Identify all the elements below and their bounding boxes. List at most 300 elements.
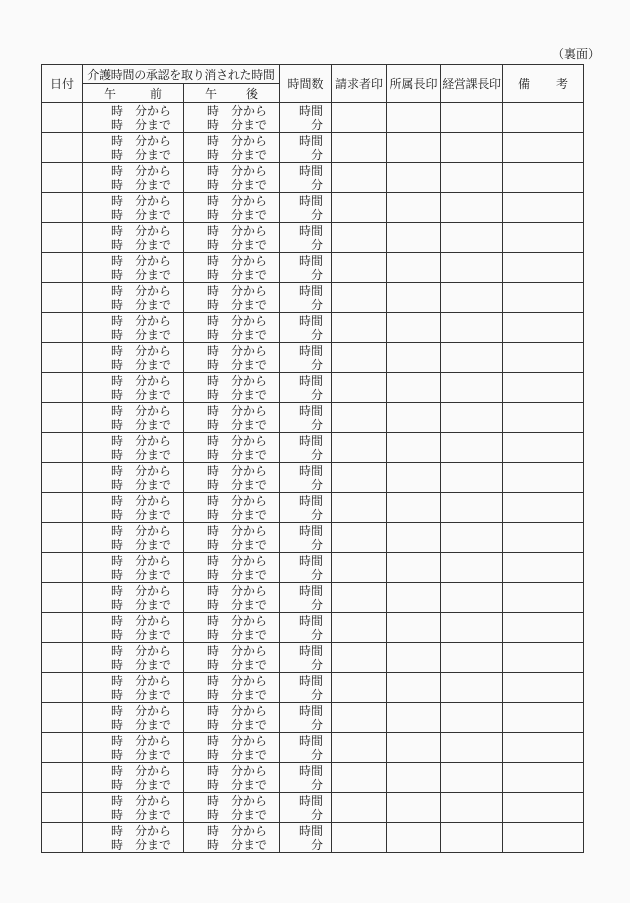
dept-head-seal-cell	[387, 703, 441, 733]
hours-unit-label: 時間	[298, 433, 323, 448]
pm-time-cell	[184, 523, 280, 553]
header-pm	[184, 84, 280, 103]
remarks-cell	[503, 373, 584, 403]
minutes-unit-label: 分	[310, 177, 323, 192]
hours-cell	[280, 373, 332, 403]
mgmt-chief-seal-cell	[441, 793, 503, 823]
mgmt-chief-seal-cell	[441, 133, 503, 163]
dept-head-seal-cell	[387, 193, 441, 223]
pm-time-from: 時 分から	[206, 433, 267, 448]
pm-time-to: 時 分まで	[206, 417, 267, 432]
date-cell	[42, 403, 83, 433]
pm-time-cell	[184, 673, 280, 703]
am-time-from: 時 分から	[110, 583, 171, 598]
hours-unit-label: 時間	[298, 373, 323, 388]
pm-time-from: 時 分から	[206, 463, 267, 478]
dept-head-seal-cell	[387, 613, 441, 643]
pm-time-to: 時 分まで	[206, 507, 267, 522]
mgmt-chief-seal-cell	[441, 223, 503, 253]
claimant-seal-cell	[332, 133, 387, 163]
pm-time-to: 時 分まで	[206, 207, 267, 222]
am-time-cell	[83, 283, 184, 313]
am-time-cell	[83, 823, 184, 853]
am-time-from: 時 分から	[110, 403, 171, 418]
table-row	[42, 703, 584, 733]
claimant-seal-cell	[332, 283, 387, 313]
am-time-cell	[83, 163, 184, 193]
date-cell	[42, 703, 83, 733]
mgmt-chief-seal-cell	[441, 823, 503, 853]
am-time-to: 時 分まで	[110, 507, 171, 522]
header-date: 日付	[42, 65, 83, 103]
am-time-from: 時 分から	[110, 163, 171, 178]
date-cell	[42, 583, 83, 613]
am-time-cell	[83, 493, 184, 523]
pm-time-from: 時 分から	[206, 493, 267, 508]
table-row	[42, 493, 584, 523]
am-time-to: 時 分まで	[110, 597, 171, 612]
pm-time-to: 時 分まで	[206, 837, 267, 852]
hours-cell	[280, 583, 332, 613]
hours-cell	[280, 643, 332, 673]
remarks-cell	[503, 523, 584, 553]
pm-time-to: 時 分まで	[206, 807, 267, 822]
am-time-cell	[83, 343, 184, 373]
hours-cell	[280, 223, 332, 253]
hours-unit-label: 時間	[298, 253, 323, 268]
pm-time-to: 時 分まで	[206, 357, 267, 372]
pm-time-to: 時 分まで	[206, 267, 267, 282]
minutes-unit-label: 分	[310, 837, 323, 852]
remarks-cell	[503, 703, 584, 733]
am-time-from: 時 分から	[110, 103, 171, 118]
pm-time-from: 時 分から	[206, 823, 267, 838]
table-body	[42, 103, 584, 853]
pm-time-from: 時 分から	[206, 343, 267, 358]
remarks-cell	[503, 313, 584, 343]
hours-cell	[280, 733, 332, 763]
table-row	[42, 313, 584, 343]
am-time-from: 時 分から	[110, 373, 171, 388]
date-cell	[42, 223, 83, 253]
pm-time-cell	[184, 553, 280, 583]
mgmt-chief-seal-cell	[441, 763, 503, 793]
minutes-unit-label: 分	[310, 327, 323, 342]
minutes-unit-label: 分	[310, 777, 323, 792]
claimant-seal-cell	[332, 193, 387, 223]
pm-time-to: 時 分まで	[206, 567, 267, 582]
mgmt-chief-seal-cell	[441, 643, 503, 673]
table-row	[42, 553, 584, 583]
pm-time-cell	[184, 793, 280, 823]
hours-cell	[280, 703, 332, 733]
table-row	[42, 463, 584, 493]
am-time-cell	[83, 703, 184, 733]
header-mgmt-section-chief-seal: 経営課長印	[441, 65, 503, 103]
minutes-unit-label: 分	[310, 447, 323, 462]
pm-time-cell	[184, 373, 280, 403]
am-time-cell	[83, 223, 184, 253]
table-row	[42, 133, 584, 163]
date-cell	[42, 523, 83, 553]
minutes-unit-label: 分	[310, 597, 323, 612]
dept-head-seal-cell	[387, 793, 441, 823]
date-cell	[42, 343, 83, 373]
claimant-seal-cell	[332, 493, 387, 523]
minutes-unit-label: 分	[310, 567, 323, 582]
table-row	[42, 433, 584, 463]
date-cell	[42, 313, 83, 343]
pm-time-from: 時 分から	[206, 703, 267, 718]
mgmt-chief-seal-cell	[441, 493, 503, 523]
table-row	[42, 523, 584, 553]
date-cell	[42, 433, 83, 463]
dept-head-seal-cell	[387, 493, 441, 523]
pm-time-from: 時 分から	[206, 223, 267, 238]
table-row	[42, 343, 584, 373]
remarks-cell	[503, 283, 584, 313]
am-time-to: 時 分まで	[110, 357, 171, 372]
mgmt-chief-seal-cell	[441, 103, 503, 133]
remarks-cell	[503, 823, 584, 853]
claimant-seal-cell	[332, 643, 387, 673]
hours-cell	[280, 133, 332, 163]
date-cell	[42, 193, 83, 223]
remarks-cell	[503, 133, 584, 163]
minutes-unit-label: 分	[310, 207, 323, 222]
am-time-from: 時 分から	[110, 553, 171, 568]
date-cell	[42, 763, 83, 793]
pm-time-cell	[184, 403, 280, 433]
mgmt-chief-seal-cell	[441, 193, 503, 223]
dept-head-seal-cell	[387, 373, 441, 403]
dept-head-seal-cell	[387, 673, 441, 703]
am-time-cell	[83, 613, 184, 643]
claimant-seal-cell	[332, 463, 387, 493]
mgmt-chief-seal-cell	[441, 163, 503, 193]
dept-head-seal-cell	[387, 103, 441, 133]
minutes-unit-label: 分	[310, 237, 323, 252]
pm-time-cell	[184, 733, 280, 763]
pm-time-to: 時 分まで	[206, 747, 267, 762]
remarks-cell	[503, 433, 584, 463]
pm-time-from: 時 分から	[206, 403, 267, 418]
hours-unit-label: 時間	[298, 763, 323, 778]
remarks-cell	[503, 763, 584, 793]
am-time-cell	[83, 193, 184, 223]
am-time-to: 時 分まで	[110, 117, 171, 132]
am-time-from: 時 分から	[110, 643, 171, 658]
hours-unit-label: 時間	[298, 823, 323, 838]
table-row	[42, 373, 584, 403]
claimant-seal-cell	[332, 673, 387, 703]
minutes-unit-label: 分	[310, 687, 323, 702]
am-time-cell	[83, 403, 184, 433]
am-time-to: 時 分まで	[110, 177, 171, 192]
hours-unit-label: 時間	[298, 793, 323, 808]
hours-cell	[280, 253, 332, 283]
am-time-to: 時 分まで	[110, 327, 171, 342]
table-row	[42, 643, 584, 673]
remarks-cell	[503, 403, 584, 433]
am-time-to: 時 分まで	[110, 297, 171, 312]
remarks-cell	[503, 193, 584, 223]
hours-unit-label: 時間	[298, 613, 323, 628]
pm-time-from: 時 分から	[206, 163, 267, 178]
hours-unit-label: 時間	[298, 193, 323, 208]
pm-time-cell	[184, 223, 280, 253]
date-cell	[42, 463, 83, 493]
table-row	[42, 823, 584, 853]
am-time-cell	[83, 553, 184, 583]
remarks-cell	[503, 583, 584, 613]
hours-cell	[280, 403, 332, 433]
claimant-seal-cell	[332, 403, 387, 433]
pm-time-cell	[184, 463, 280, 493]
pm-time-to: 時 分まで	[206, 627, 267, 642]
am-time-from: 時 分から	[110, 673, 171, 688]
header-dept-head-seal: 所属長印	[387, 65, 441, 103]
claimant-seal-cell	[332, 313, 387, 343]
claimant-seal-cell	[332, 163, 387, 193]
am-time-from: 時 分から	[110, 223, 171, 238]
pm-time-to: 時 分まで	[206, 297, 267, 312]
pm-time-cell	[184, 253, 280, 283]
minutes-unit-label: 分	[310, 357, 323, 372]
hours-cell	[280, 193, 332, 223]
am-time-from: 時 分から	[110, 283, 171, 298]
minutes-unit-label: 分	[310, 657, 323, 672]
am-time-from: 時 分から	[110, 433, 171, 448]
hours-unit-label: 時間	[298, 343, 323, 358]
pm-time-from: 時 分から	[206, 253, 267, 268]
am-time-from: 時 分から	[110, 253, 171, 268]
date-cell	[42, 793, 83, 823]
dept-head-seal-cell	[387, 403, 441, 433]
minutes-unit-label: 分	[310, 297, 323, 312]
table-row	[42, 103, 584, 133]
pm-time-to: 時 分まで	[206, 177, 267, 192]
am-time-from: 時 分から	[110, 793, 171, 808]
hours-unit-label: 時間	[298, 523, 323, 538]
hours-unit-label: 時間	[298, 733, 323, 748]
mgmt-chief-seal-cell	[441, 673, 503, 703]
table-header	[42, 65, 584, 103]
hours-cell	[280, 523, 332, 553]
pm-time-cell	[184, 493, 280, 523]
minutes-unit-label: 分	[310, 507, 323, 522]
hours-cell	[280, 163, 332, 193]
pm-time-from: 時 分から	[206, 193, 267, 208]
am-time-cell	[83, 793, 184, 823]
am-time-from: 時 分から	[110, 613, 171, 628]
am-time-to: 時 分まで	[110, 657, 171, 672]
minutes-unit-label: 分	[310, 117, 323, 132]
table-row	[42, 283, 584, 313]
remarks-cell	[503, 613, 584, 643]
pm-time-cell	[184, 103, 280, 133]
table-row	[42, 163, 584, 193]
pm-time-to: 時 分まで	[206, 477, 267, 492]
am-time-cell	[83, 733, 184, 763]
claimant-seal-cell	[332, 583, 387, 613]
hours-unit-label: 時間	[298, 493, 323, 508]
pm-time-from: 時 分から	[206, 553, 267, 568]
am-time-to: 時 分まで	[110, 147, 171, 162]
date-cell	[42, 553, 83, 583]
am-time-to: 時 分まで	[110, 777, 171, 792]
am-time-from: 時 分から	[110, 133, 171, 148]
claimant-seal-cell	[332, 223, 387, 253]
mgmt-chief-seal-cell	[441, 613, 503, 643]
mgmt-chief-seal-cell	[441, 403, 503, 433]
date-cell	[42, 163, 83, 193]
minutes-unit-label: 分	[310, 387, 323, 402]
claimant-seal-cell	[332, 373, 387, 403]
date-cell	[42, 673, 83, 703]
remarks-cell	[503, 163, 584, 193]
remarks-cell	[503, 673, 584, 703]
pm-time-to: 時 分まで	[206, 237, 267, 252]
hours-cell	[280, 283, 332, 313]
am-time-cell	[83, 373, 184, 403]
pm-time-to: 時 分まで	[206, 717, 267, 732]
dept-head-seal-cell	[387, 583, 441, 613]
am-time-to: 時 分まで	[110, 687, 171, 702]
am-time-to: 時 分まで	[110, 807, 171, 822]
am-time-to: 時 分まで	[110, 417, 171, 432]
dept-head-seal-cell	[387, 313, 441, 343]
hours-cell	[280, 673, 332, 703]
header-revoked-time-title: 介護時間の承認を取り消された時間	[83, 65, 280, 84]
am-time-from: 時 分から	[110, 313, 171, 328]
am-time-cell	[83, 463, 184, 493]
mgmt-chief-seal-cell	[441, 343, 503, 373]
table-row	[42, 193, 584, 223]
am-time-to: 時 分まで	[110, 207, 171, 222]
dept-head-seal-cell	[387, 643, 441, 673]
hours-unit-label: 時間	[298, 643, 323, 658]
am-time-to: 時 分まで	[110, 837, 171, 852]
am-time-cell	[83, 583, 184, 613]
am-time-to: 時 分まで	[110, 237, 171, 252]
mgmt-chief-seal-cell	[441, 433, 503, 463]
claimant-seal-cell	[332, 253, 387, 283]
remarks-cell	[503, 463, 584, 493]
hours-cell	[280, 793, 332, 823]
am-time-cell	[83, 763, 184, 793]
am-time-from: 時 分から	[110, 823, 171, 838]
hours-cell	[280, 433, 332, 463]
minutes-unit-label: 分	[310, 807, 323, 822]
hours-unit-label: 時間	[298, 313, 323, 328]
pm-time-from: 時 分から	[206, 793, 267, 808]
pm-time-to: 時 分まで	[206, 777, 267, 792]
hours-cell	[280, 313, 332, 343]
am-time-to: 時 分まで	[110, 267, 171, 282]
remarks-cell	[503, 733, 584, 763]
claimant-seal-cell	[332, 763, 387, 793]
am-time-from: 時 分から	[110, 343, 171, 358]
pm-time-to: 時 分まで	[206, 657, 267, 672]
am-time-cell	[83, 103, 184, 133]
am-time-from: 時 分から	[110, 463, 171, 478]
table-row	[42, 403, 584, 433]
dept-head-seal-cell	[387, 823, 441, 853]
hours-cell	[280, 763, 332, 793]
minutes-unit-label: 分	[310, 147, 323, 162]
hours-unit-label: 時間	[298, 463, 323, 478]
am-time-from: 時 分から	[110, 493, 171, 508]
claimant-seal-cell	[332, 733, 387, 763]
date-cell	[42, 643, 83, 673]
table-row	[42, 613, 584, 643]
mgmt-chief-seal-cell	[441, 553, 503, 583]
am-time-cell	[83, 253, 184, 283]
hours-cell	[280, 823, 332, 853]
date-cell	[42, 823, 83, 853]
mgmt-chief-seal-cell	[441, 283, 503, 313]
claimant-seal-cell	[332, 553, 387, 583]
table-row	[42, 223, 584, 253]
table-row	[42, 583, 584, 613]
pm-time-from: 時 分から	[206, 613, 267, 628]
date-cell	[42, 133, 83, 163]
pm-time-to: 時 分まで	[206, 147, 267, 162]
am-time-to: 時 分まで	[110, 477, 171, 492]
table-row	[42, 733, 584, 763]
dept-head-seal-cell	[387, 733, 441, 763]
pm-time-cell	[184, 163, 280, 193]
table-row	[42, 793, 584, 823]
date-cell	[42, 253, 83, 283]
hours-unit-label: 時間	[298, 133, 323, 148]
pm-time-cell	[184, 283, 280, 313]
hours-unit-label: 時間	[298, 553, 323, 568]
minutes-unit-label: 分	[310, 537, 323, 552]
pm-time-from: 時 分から	[206, 313, 267, 328]
date-cell	[42, 733, 83, 763]
date-cell	[42, 613, 83, 643]
am-time-cell	[83, 643, 184, 673]
dept-head-seal-cell	[387, 133, 441, 163]
minutes-unit-label: 分	[310, 267, 323, 282]
remarks-cell	[503, 343, 584, 373]
dept-head-seal-cell	[387, 163, 441, 193]
am-time-to: 時 分まで	[110, 387, 171, 402]
am-time-from: 時 分から	[110, 703, 171, 718]
header-pm-right: 後	[245, 86, 258, 101]
dept-head-seal-cell	[387, 253, 441, 283]
header-claimant-seal: 請求者印	[332, 65, 387, 103]
dept-head-seal-cell	[387, 463, 441, 493]
pm-time-from: 時 分から	[206, 673, 267, 688]
claimant-seal-cell	[332, 823, 387, 853]
claimant-seal-cell	[332, 613, 387, 643]
am-time-cell	[83, 133, 184, 163]
dept-head-seal-cell	[387, 223, 441, 253]
am-time-from: 時 分から	[110, 523, 171, 538]
claimant-seal-cell	[332, 433, 387, 463]
pm-time-from: 時 分から	[206, 643, 267, 658]
hours-unit-label: 時間	[298, 163, 323, 178]
care-time-revocation-table	[41, 64, 584, 853]
date-cell	[42, 493, 83, 523]
remarks-cell	[503, 253, 584, 283]
am-time-to: 時 分まで	[110, 747, 171, 762]
hours-cell	[280, 493, 332, 523]
pm-time-cell	[184, 193, 280, 223]
